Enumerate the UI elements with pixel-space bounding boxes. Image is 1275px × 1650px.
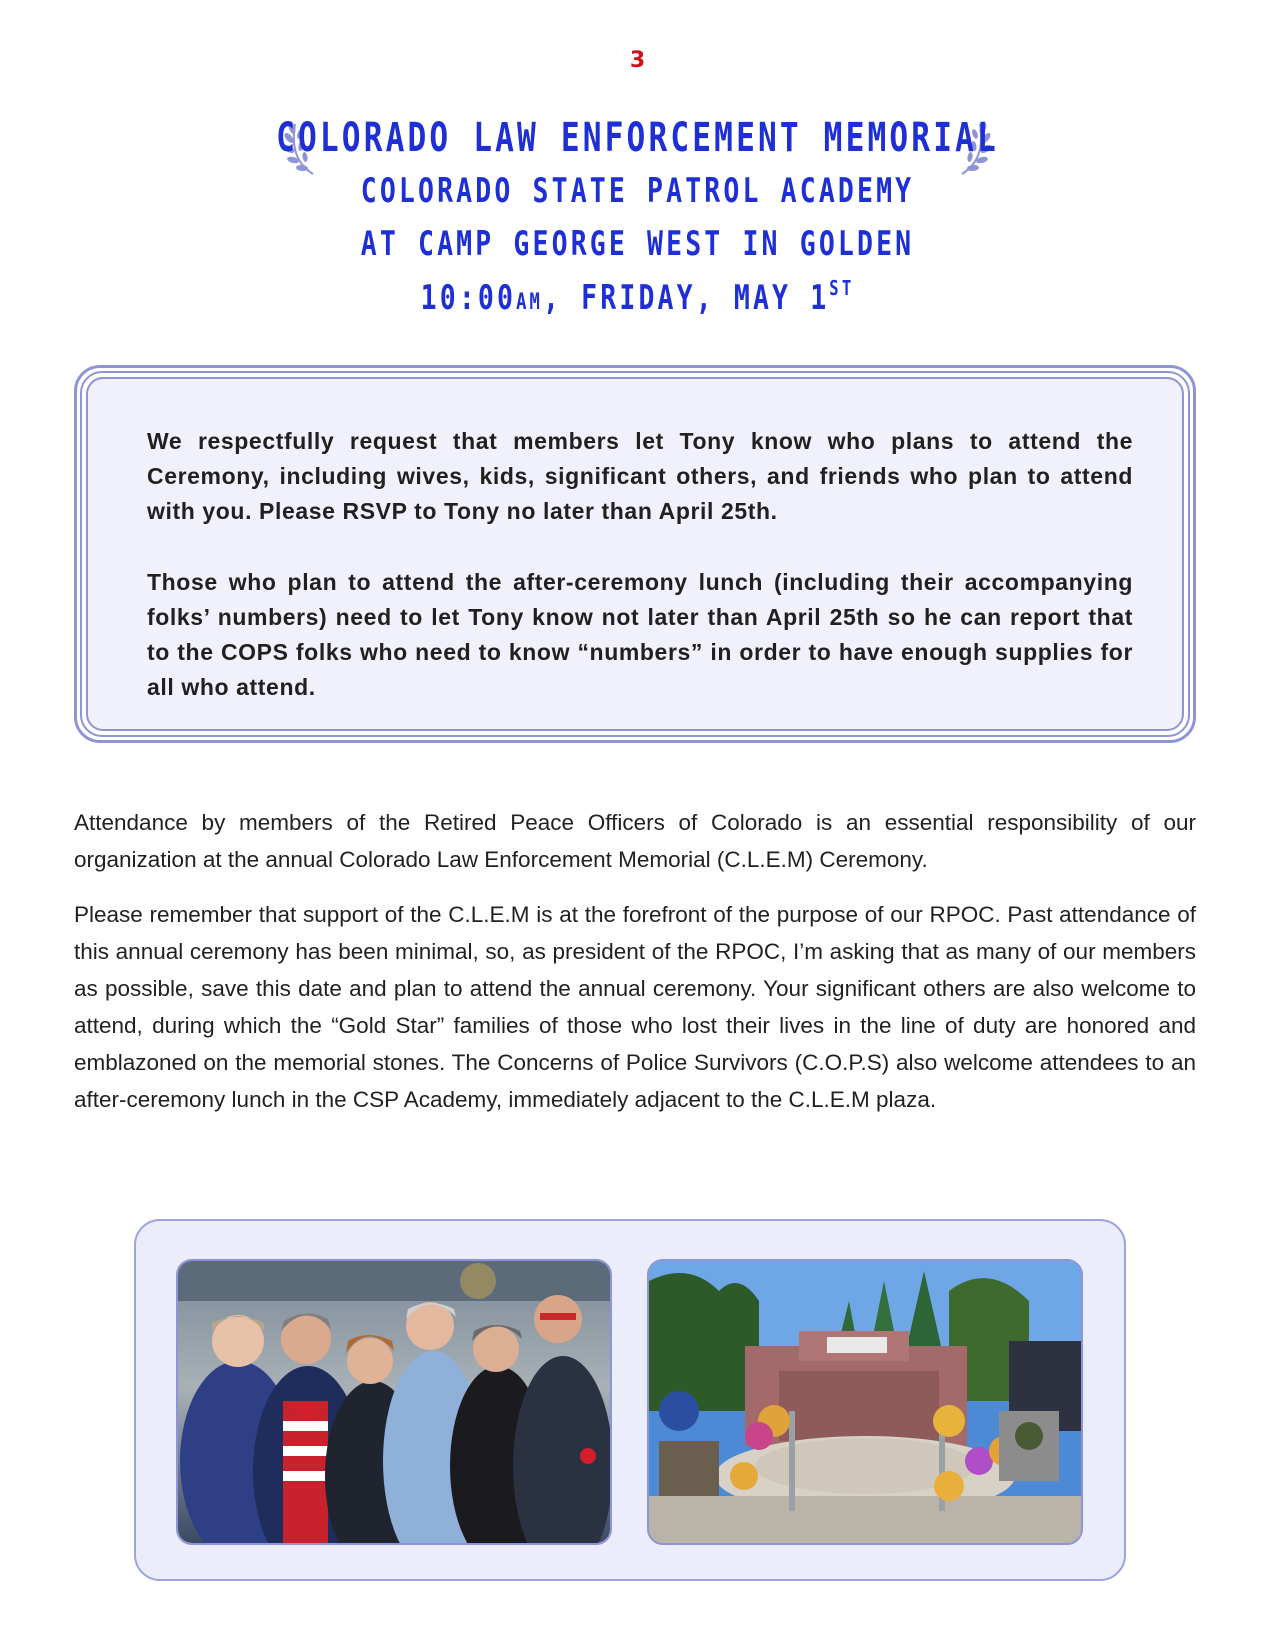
header-title: COLORADO LAW ENFORCEMENT MEMORIAL bbox=[276, 115, 999, 161]
header-location: COLORADO STATE PATROL ACADEMY bbox=[360, 171, 915, 211]
event-header bbox=[0, 115, 1275, 326]
header-date: , FRIDAY, MAY 1 bbox=[543, 278, 830, 318]
notice-paragraph: Those who plan to attend the after-ceremony lunch (including their accompanying folks’ numbers) need to let Tony know not later than April 25th so he can report that to the COPS folks who need to know “numbers” in order to have enough supplies for all who attend. bbox=[147, 569, 1133, 700]
memorial-plaza-photo bbox=[647, 1259, 1083, 1545]
body-paragraph: Please remember that support of the C.L.E.M is at the forefront of the purpose of our RPOC. Past attendance of this annual ceremony has been minimal, so, as president of the RPOC, I’m asking that as many of our members as possible, save this date and plan to attend the annual ceremony. Your significant others are also welcome to attend, during which the “Gold Star” families of those who lost their lives in the line of duty are honored and emblazoned on the memorial stones. The Concerns of Police Survivors (C.O.P.S) also welcome attendees to an after-ceremony lunch in the CSP Academy, immediately adjacent to the C.L.E.M plaza. bbox=[74, 902, 1196, 1112]
header-ampm: AM bbox=[516, 290, 544, 315]
rsvp-notice-box bbox=[74, 365, 1196, 743]
rsvp-notice-text bbox=[147, 424, 1133, 741]
header-time: 10:00 bbox=[420, 278, 517, 318]
photo-frame bbox=[134, 1219, 1126, 1581]
article-body bbox=[74, 804, 1196, 1136]
page-number: 3 bbox=[629, 48, 646, 73]
header-date-suffix: ST bbox=[829, 276, 855, 300]
header-venue: AT CAMP GEORGE WEST IN GOLDEN bbox=[360, 224, 915, 264]
body-paragraph: Attendance by members of the Retired Peace Officers of Colorado is an essential responsibility of our organization at the annual Colorado Law Enforcement Memorial (C.L.E.M) Ceremony. bbox=[74, 810, 1196, 872]
header-datetime bbox=[140, 278, 1135, 326]
notice-paragraph: We respectfully request that members let Tony know who plans to attend the Ceremony, including wives, kids, significant others, and friends who plan to attend with you. Please RSVP to Tony no later than April 25th. bbox=[147, 428, 1133, 524]
mourners-photo bbox=[176, 1259, 612, 1545]
